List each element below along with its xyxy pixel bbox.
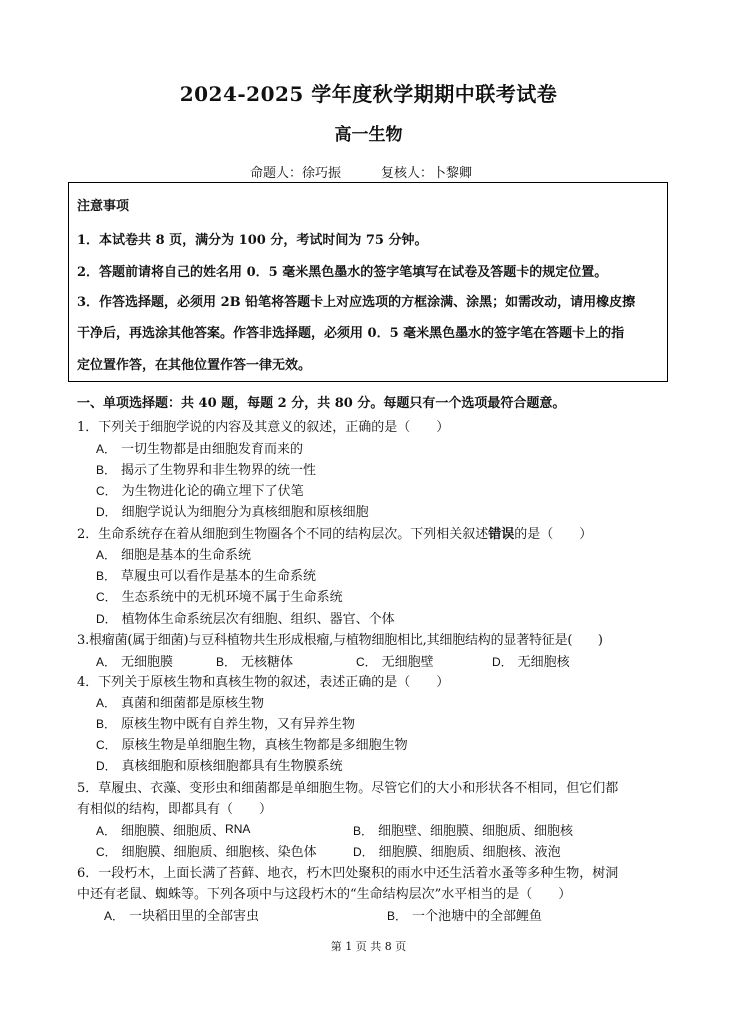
notice-line-3a: 3．作答选择题，必须用 2B 铅笔将答题卡上对应选项的方框涂满、涂黑；如需改动，请用橡皮擦 <box>77 295 636 310</box>
question-5-stem-line-1: 5．草履虫、衣藻、变形虫和细菌都是单细胞生物。尽管它们的大小和形状各不相同，但它们都 <box>77 781 619 796</box>
option-text: 无细胞膜 <box>121 655 174 670</box>
option-text: 细胞膜、细胞质、 <box>121 824 226 839</box>
question-3-option-d <box>492 651 570 670</box>
question-5-option-c <box>96 841 317 860</box>
option-text: 草履虫可以看作是基本的生命系统 <box>121 569 317 584</box>
option-label: B． <box>96 717 117 731</box>
option-label: B． <box>96 569 117 583</box>
option-text: 一切生物都是由细胞发育而来的 <box>121 442 304 457</box>
option-label: B． <box>387 909 408 923</box>
question-1-option-c <box>96 480 304 499</box>
option-label: B． <box>353 824 374 838</box>
question-2-stem <box>77 523 592 542</box>
notice-box <box>68 182 668 382</box>
option-text: 揭示了生物界和非生物界的统一性 <box>121 463 317 478</box>
exam-title: 2024-2025 学年度秋学期期中联考试卷 <box>179 82 558 106</box>
option-text: 无核糖体 <box>241 655 294 670</box>
option-label: A． <box>104 909 125 923</box>
question-2-option-b <box>96 565 316 584</box>
option-label: B． <box>96 463 117 477</box>
option-text: 植物体生命系统层次有细胞、组织、器官、个体 <box>121 612 395 627</box>
question-3-option-c <box>356 651 434 670</box>
option-label: D． <box>492 655 513 669</box>
option-text: 细胞膜、细胞质、细胞核、染色体 <box>121 845 317 860</box>
option-label: D． <box>96 612 117 626</box>
question-2-stem-post: 的是（ ） <box>514 527 593 542</box>
question-6-stem-line-1: 6．一段朽木，上面长满了苔藓、地衣，朽木凹处聚积的雨水中还生活着水蚤等多种生物，树洞 <box>77 866 619 881</box>
option-text: 真菌和细菌都是原核生物 <box>121 696 265 711</box>
question-4-option-b <box>96 713 355 732</box>
question-5-option-a <box>96 820 250 839</box>
question-2-option-a <box>96 544 251 563</box>
question-4-option-c <box>96 734 408 753</box>
option-label: C． <box>96 484 117 498</box>
option-text: 细胞学说认为细胞分为真核细胞和原核细胞 <box>121 505 369 520</box>
question-1-option-a <box>96 438 303 457</box>
notice-line-1: 1．本试卷共 8 页，满分为 100 分，考试时间为 75 分钟。 <box>77 233 428 248</box>
option-label: C． <box>96 845 117 859</box>
option-text: 细胞壁、细胞膜、细胞质、细胞核 <box>378 824 574 839</box>
reviewer-name: 复核人：卜黎卿 <box>381 166 473 181</box>
question-4-stem: 4．下列关于原核生物和真核生物的叙述，表述正确的是（ ） <box>77 675 450 690</box>
option-label: B． <box>216 655 237 669</box>
option-label: C． <box>96 738 117 752</box>
question-5-option-d <box>353 841 561 860</box>
authors-line <box>250 162 472 181</box>
section-title: 一、单项选择题：共 40 题，每题 2 分，共 80 分。每题只有一个选项最符合题意。 <box>77 396 566 411</box>
option-label: A． <box>96 824 117 838</box>
question-3-option-b <box>216 651 293 670</box>
question-5-option-b <box>353 820 573 839</box>
question-1-option-d <box>96 501 369 520</box>
question-4-option-d <box>96 755 343 774</box>
option-text: 一个池塘中的全部鲤鱼 <box>412 909 543 924</box>
option-text: 原核生物是单细胞生物，真核生物都是多细胞生物 <box>121 738 408 753</box>
option-text: 真核细胞和原核细胞都具有生物膜系统 <box>121 759 343 774</box>
question-4-option-a <box>96 692 264 711</box>
option-text: 一块稻田里的全部害虫 <box>129 909 260 924</box>
question-1-option-b <box>96 459 316 478</box>
option-label: A． <box>96 655 117 669</box>
question-3-stem: 3.根瘤菌(属于细菌)与豆科植物共生形成根瘤,与植物细胞相比,其细胞结构的显著特征是( ) <box>77 633 603 648</box>
question-6-option-a <box>104 905 259 924</box>
question-1-stem: 1．下列关于细胞学说的内容及其意义的叙述，正确的是（ ） <box>77 420 450 435</box>
option-text: 无细胞壁 <box>381 655 434 670</box>
page-footer: 第 1 页 共 8 页 <box>330 940 407 953</box>
option-text: 生态系统中的无机环境不属于生命系统 <box>121 590 343 605</box>
option-text: 无细胞核 <box>517 655 570 670</box>
author-name: 命题人：徐巧振 <box>250 166 342 181</box>
option-text-rna: RNA <box>225 822 251 836</box>
subject-title: 高一生物 <box>334 125 403 145</box>
option-text: 细胞是基本的生命系统 <box>121 548 252 563</box>
notice-line-3b: 干净后，再选涂其他答案。作答非选择题，必须用 0．5 毫米黑色墨水的签字笔在答题卡上的指 <box>77 326 625 341</box>
question-2-option-c <box>96 586 343 605</box>
option-label: D． <box>96 505 117 519</box>
option-text: 为生物进化论的确立埋下了伏笔 <box>121 484 304 499</box>
question-2-option-d <box>96 608 395 627</box>
question-2-stem-bold: 错误 <box>488 527 515 542</box>
question-2-stem-pre: 2．生命系统存在着从细胞到生物圈各个不同的结构层次。下列相关叙述 <box>77 527 489 542</box>
notice-line-3c: 定位置作答，在其他位置作答一律无效。 <box>77 358 312 373</box>
option-text: 原核生物中既有自养生物，又有异养生物 <box>121 717 356 732</box>
option-label: D． <box>96 759 117 773</box>
question-6-option-b <box>387 905 542 924</box>
question-6-stem-line-2: 中还有老鼠、蜘蛛等。下列各项中与这段朽木的“生命结构层次”水平相当的是（ ） <box>77 887 572 902</box>
option-label: A． <box>96 548 117 562</box>
question-5-stem-line-2: 有相似的结构，即都具有（ ） <box>77 802 273 817</box>
option-label: C． <box>96 590 117 604</box>
option-text: 细胞膜、细胞质、细胞核、液泡 <box>378 845 561 860</box>
option-label: C． <box>356 655 377 669</box>
option-label: D． <box>353 845 374 859</box>
notice-line-2: 2．答题前请将自己的姓名用 0．5 毫米黑色墨水的签字笔填写在试卷及答题卡的规定位置。 <box>77 265 608 280</box>
option-label: A． <box>96 442 117 456</box>
option-label: A． <box>96 696 117 710</box>
question-3-option-a <box>96 651 173 670</box>
notice-heading: 注意事项 <box>77 199 130 214</box>
